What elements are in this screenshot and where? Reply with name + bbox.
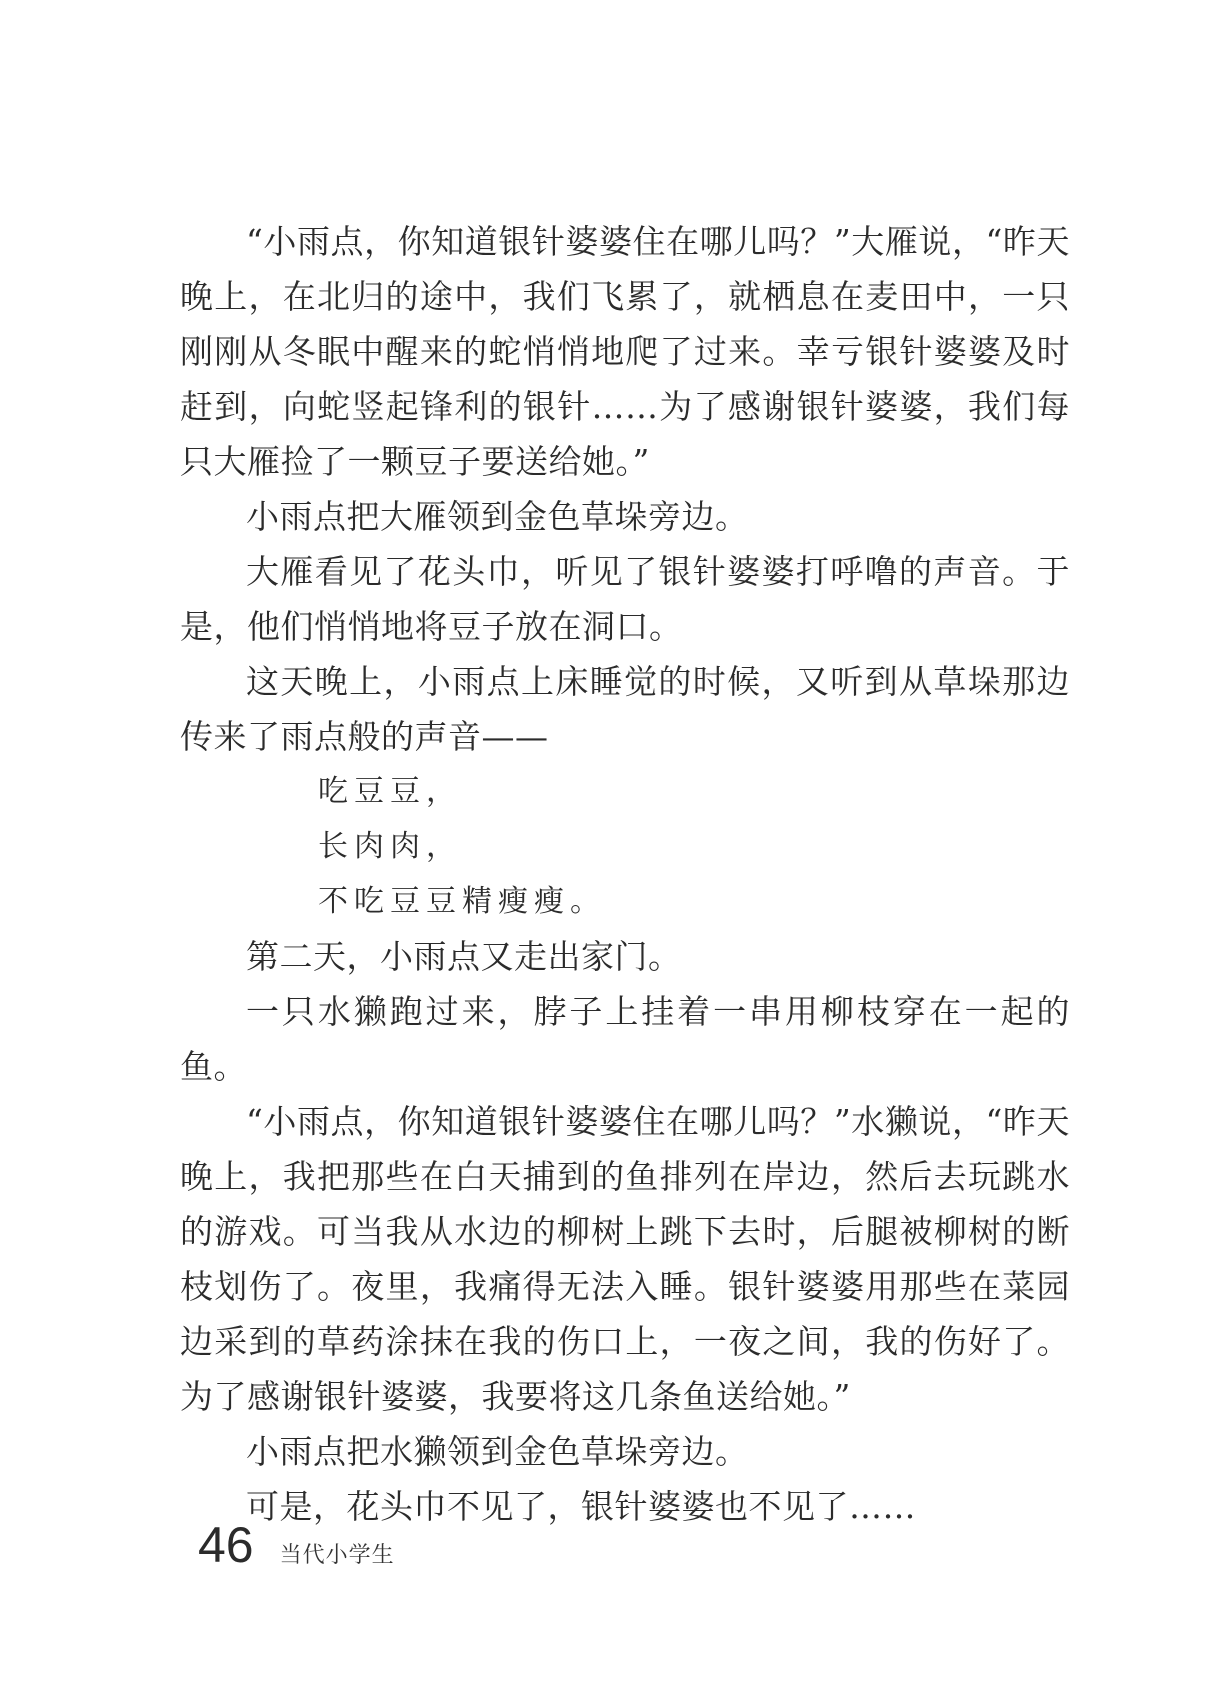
paragraph: 第二天，小雨点又走出家门。 bbox=[246, 937, 682, 976]
paragraph: 大雁看见了花头巾，听见了银针婆婆打呼噜的声音。于是，他们悄悄地将豆子放在洞口。 bbox=[180, 552, 1070, 646]
poem-line: 长肉肉， bbox=[318, 829, 462, 864]
poem-line: 吃豆豆， bbox=[318, 774, 462, 809]
poem-line: 不吃豆豆精瘦瘦。 bbox=[318, 884, 606, 919]
story-text bbox=[180, 214, 1070, 1534]
paragraph: 小雨点把水獭领到金色草垛旁边。 bbox=[246, 1432, 749, 1471]
paragraph: 一只水獭跑过来，脖子上挂着一串用柳枝穿在一起的鱼。 bbox=[180, 992, 1070, 1086]
paragraph: 小雨点把大雁领到金色草垛旁边。 bbox=[246, 497, 749, 536]
page-footer bbox=[198, 1516, 395, 1574]
paragraph: “小雨点，你知道银针婆婆住在哪儿吗？”水獭说，“昨天晚上，我把那些在白天捕到的鱼排列在岸边，然后去玩跳水的游戏。可当我从水边的柳树上跳下去时，后腿被柳树的断枝划伤了。夜里，我痛得无法入睡。银针婆婆用那些在菜园边采到的草药涂抹在我的伤口上，一夜之间，我的伤好了。为了感谢银针婆婆，我要将这几条鱼送给她。” bbox=[180, 1102, 1070, 1416]
paragraph: 可是，花头巾不见了，银针婆婆也不见了…… bbox=[246, 1487, 916, 1526]
paragraph: 这天晚上，小雨点上床睡觉的时候，又听到从草垛那边传来了雨点般的声音—— bbox=[180, 662, 1070, 756]
magazine-name: 当代小学生 bbox=[279, 1543, 395, 1568]
page-number: 46 bbox=[198, 1517, 254, 1573]
paragraph: “小雨点，你知道银针婆婆住在哪儿吗？”大雁说，“昨天晚上，在北归的途中，我们飞累了，就栖息在麦田中，一只刚刚从冬眠中醒来的蛇悄悄地爬了过来。幸亏银针婆婆及时赶到，向蛇竖起锋利的银针……为了感谢银针婆婆，我们每只大雁捡了一颗豆子要送给她。” bbox=[180, 222, 1070, 481]
